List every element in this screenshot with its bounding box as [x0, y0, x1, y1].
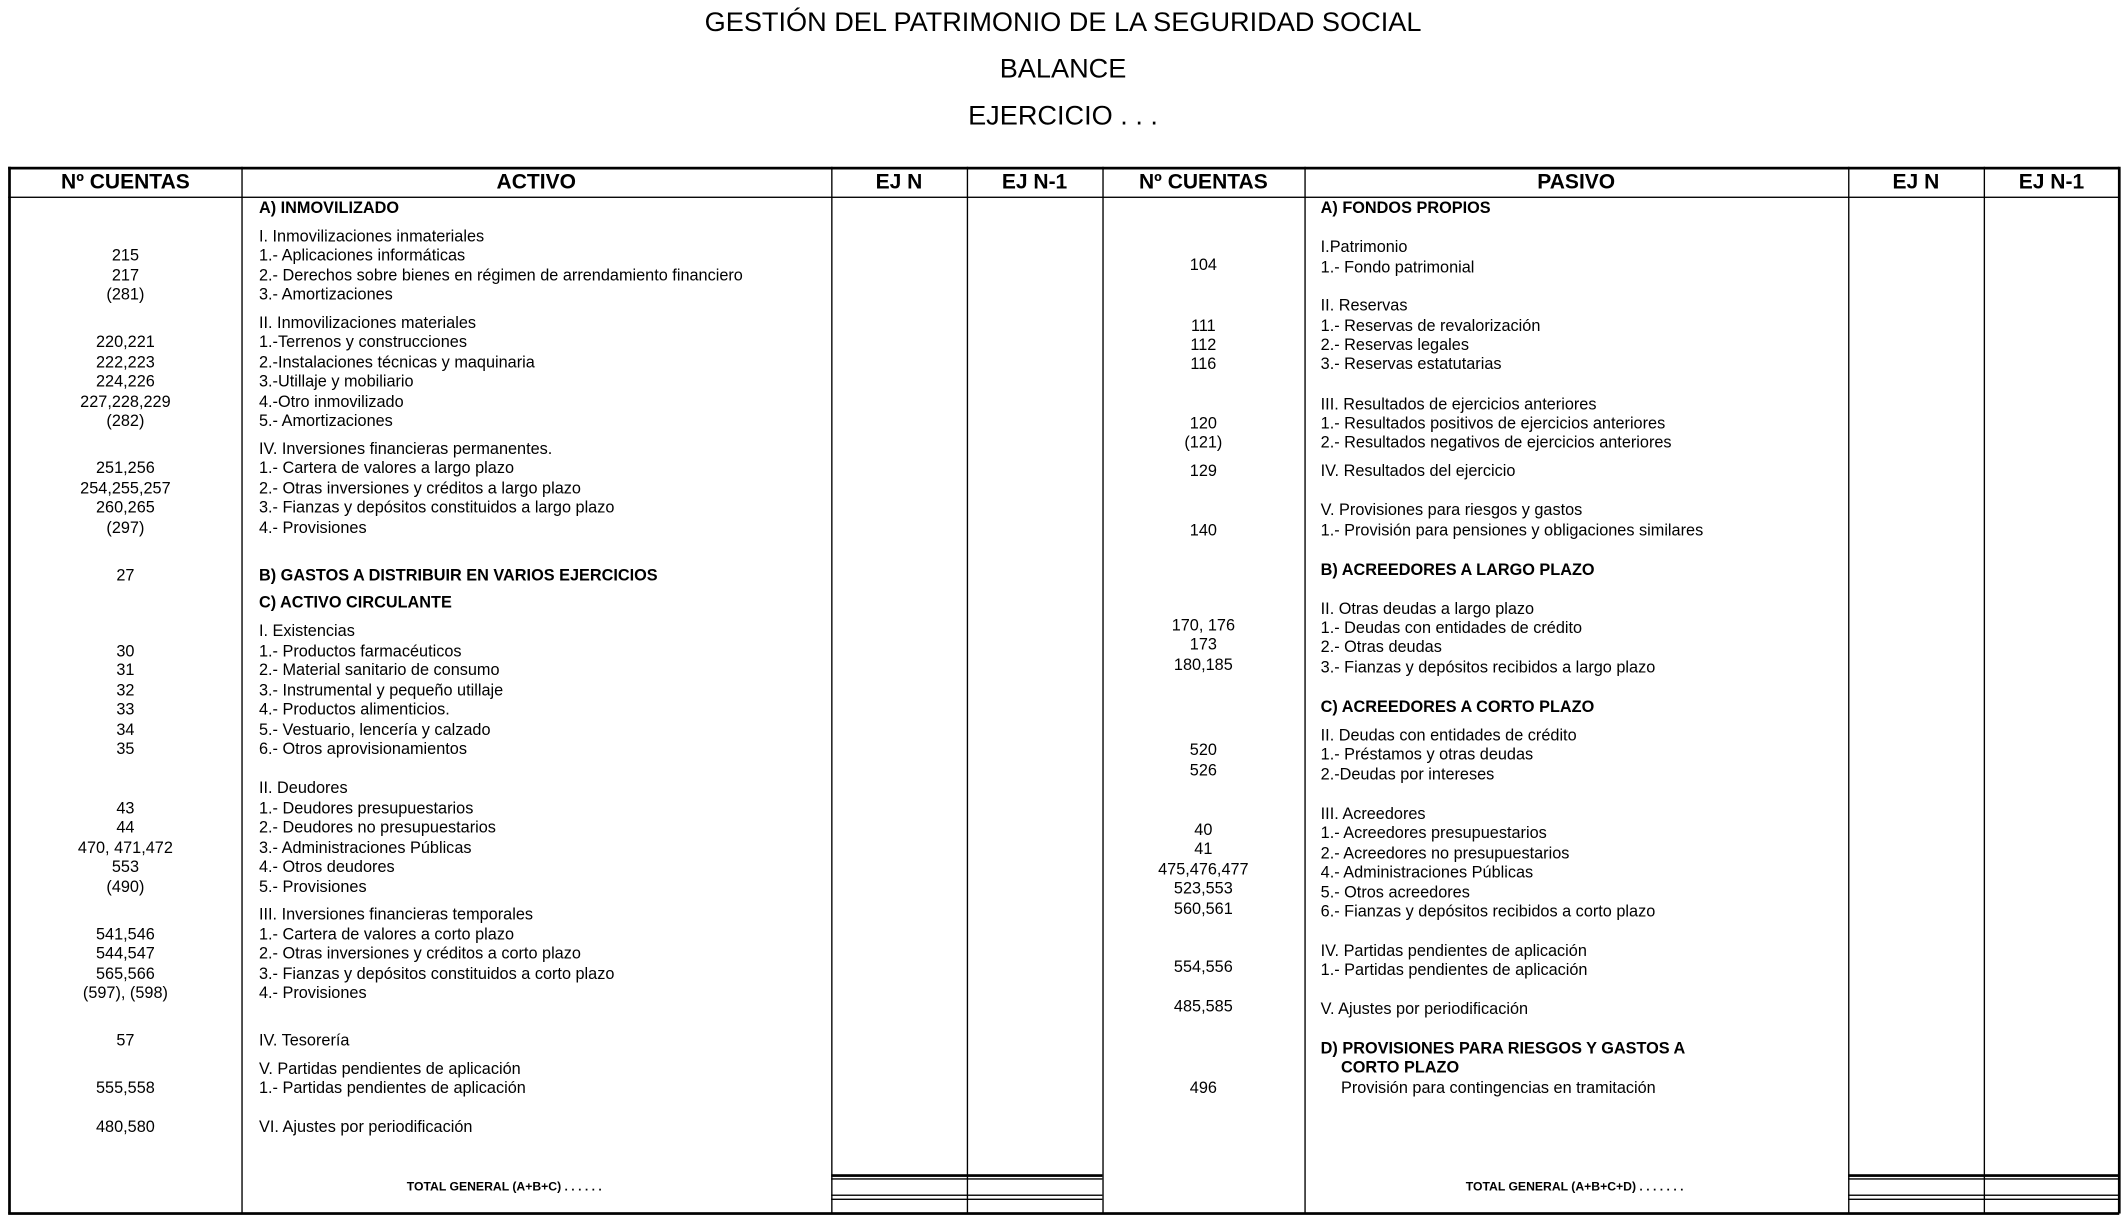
activo-account-number: 553 — [111, 856, 140, 876]
activo-line-label: 3.- Fianzas y depósitos constituidos a largo plazo — [258, 497, 615, 517]
activo-line-label: 2.- Otras inversiones y créditos a largo plazo — [258, 478, 581, 498]
table-rule — [241, 167, 242, 1214]
activo-account-number: 227,228,229 — [80, 391, 171, 411]
table-rule — [1848, 1199, 2119, 1200]
activo-line-label: 3.-Utillaje y mobiliario — [258, 371, 414, 391]
pasivo-line-label: I.Patrimonio — [1320, 237, 1408, 257]
pasivo-account-number: 173 — [1189, 634, 1217, 654]
table-rule — [2118, 167, 2121, 1214]
pasivo-account-number: 140 — [1189, 520, 1217, 540]
activo-line-label: I. Existencias — [258, 621, 355, 640]
pasivo-line-label: 2.- Otras deudas — [1320, 637, 1442, 657]
activo-line-label: 1.-Terrenos y construcciones — [258, 332, 467, 352]
pasivo-line-label: 1.- Acreedores presupuestarios — [1320, 823, 1547, 843]
pasivo-account-number: 475,476,477 — [1158, 859, 1249, 879]
pasivo-line-label: 2.- Resultados negativos de ejercicios anteriores — [1320, 432, 1672, 452]
table-rule — [831, 1174, 1102, 1177]
activo-line-label: V. Partidas pendientes de aplicación — [258, 1058, 521, 1078]
activo-line-label: II. Deudores — [258, 778, 348, 798]
document-title: GESTIÓN DEL PATRIMONIO DE LA SEGURIDAD SOCIAL — [704, 8, 1422, 38]
header-ejn-pasivo: EJ N — [1892, 170, 1940, 194]
total-activo-label: TOTAL GENERAL (A+B+C) . . . . . . — [406, 1179, 602, 1194]
header-ejn1-pasivo: EJ N-1 — [2018, 170, 2085, 194]
activo-account-number: (297) — [106, 517, 145, 537]
pasivo-line-label: 1.- Deudas con entidades de crédito — [1320, 618, 1583, 638]
activo-line-label: 5.- Vestuario, lencería y calzado — [258, 719, 491, 739]
table-rule — [8, 1212, 2119, 1215]
pasivo-line-label: II. Otras deudas a largo plazo — [1320, 599, 1535, 619]
activo-line-label: 3.- Fianzas y depósitos constituidos a corto plazo — [258, 964, 615, 984]
activo-account-number: 44 — [116, 817, 135, 837]
table-rule — [1304, 167, 1305, 1214]
pasivo-account-number: 120 — [1189, 413, 1217, 433]
pasivo-line-label: III. Acreedores — [1320, 804, 1426, 824]
pasivo-line-label: 4.- Administraciones Públicas — [1320, 862, 1534, 882]
activo-line-label: 1.- Cartera de valores a largo plazo — [258, 458, 515, 478]
header-ejn1-activo: EJ N-1 — [1001, 170, 1068, 194]
pasivo-account-number: 116 — [1190, 353, 1217, 373]
activo-line-label: 2.- Otras inversiones y créditos a corto plazo — [258, 943, 581, 963]
table-rule — [8, 167, 2119, 170]
table-rule — [1848, 1178, 2119, 1179]
pasivo-line-label: II. Reservas — [1320, 295, 1408, 315]
header-cuentas-pasivo: Nº CUENTAS — [1138, 170, 1268, 194]
activo-account-number: 31 — [116, 660, 135, 680]
pasivo-line-label: 1.- Partidas pendientes de aplicación — [1320, 959, 1588, 979]
pasivo-line-label: 6.- Fianzas y depósitos recibidos a corto plazo — [1320, 901, 1656, 921]
pasivo-account-number: 496 — [1189, 1077, 1217, 1097]
activo-account-number: 470, 471,472 — [77, 837, 173, 857]
activo-line-label: III. Inversiones financieras temporales — [258, 904, 534, 924]
activo-account-number: 541,546 — [95, 924, 155, 944]
pasivo-line-label: 2.- Reservas legales — [1320, 334, 1469, 354]
activo-line-label: 4.- Provisiones — [258, 983, 367, 1003]
pasivo-account-number: 170, 176 — [1171, 615, 1236, 635]
activo-line-label: 2.-Instalaciones técnicas y maquinaria — [258, 352, 535, 372]
pasivo-account-number: 129 — [1189, 461, 1217, 480]
pasivo-account-number: (121) — [1184, 432, 1223, 452]
activo-line-label: 2.- Material sanitario de consumo — [258, 660, 500, 680]
table-rule — [1848, 167, 1849, 1214]
activo-account-number: (281) — [106, 284, 145, 304]
activo-account-number: 254,255,257 — [80, 478, 171, 498]
activo-account-number: 34 — [116, 719, 135, 739]
pasivo-line-label: 1.- Préstamos y otras deudas — [1320, 744, 1534, 764]
pasivo-line-label: 1.- Fondo patrimonial — [1320, 257, 1475, 277]
activo-account-number: 224,226 — [95, 371, 155, 391]
pasivo-account-number: 526 — [1189, 760, 1217, 780]
pasivo-line-label: IV. Partidas pendientes de aplicación — [1320, 940, 1587, 960]
activo-line-label: C) ACTIVO CIRCULANTE — [258, 592, 452, 612]
activo-line-label: 3.- Administraciones Públicas — [258, 837, 472, 857]
pasivo-account-number: 112 — [1190, 334, 1217, 354]
pasivo-line-label: CORTO PLAZO — [1340, 1057, 1460, 1077]
total-pasivo-label: TOTAL GENERAL (A+B+C+D) . . . . . . . — [1465, 1179, 1684, 1194]
activo-line-label: II. Inmovilizaciones materiales — [258, 313, 477, 333]
pasivo-line-label: 5.- Otros acreedores — [1320, 882, 1470, 902]
table-rule — [1984, 167, 1985, 1214]
pasivo-line-label: D) PROVISIONES PARA RIESGOS Y GASTOS A — [1320, 1038, 1686, 1058]
activo-account-number: 555,558 — [95, 1077, 155, 1097]
header-activo: ACTIVO — [496, 170, 576, 194]
table-rule — [831, 1199, 1102, 1200]
pasivo-account-number: 104 — [1189, 254, 1217, 274]
activo-account-number: 220,221 — [95, 332, 155, 352]
activo-account-number: 260,265 — [95, 497, 155, 517]
activo-line-label: 3.- Amortizaciones — [258, 284, 393, 304]
pasivo-line-label: 3.- Fianzas y depósitos recibidos a largo plazo — [1320, 657, 1656, 677]
activo-line-label: 4.- Productos alimenticios. — [258, 699, 450, 719]
activo-line-label: IV. Inversiones financieras permanentes. — [258, 439, 553, 459]
activo-line-label: I. Inmovilizaciones inmateriales — [258, 226, 485, 246]
activo-account-number: 217 — [111, 265, 140, 285]
fiscal-year: EJERCICIO . . . — [968, 101, 1158, 132]
pasivo-account-number: 41 — [1194, 839, 1213, 859]
pasivo-line-label: III. Resultados de ejercicios anteriores — [1320, 394, 1597, 414]
pasivo-line-label: II. Deudas con entidades de crédito — [1320, 725, 1577, 745]
activo-account-number: (597), (598) — [82, 983, 168, 1003]
pasivo-account-number: 485,585 — [1173, 996, 1233, 1016]
pasivo-line-label: B) ACREEDORES A LARGO PLAZO — [1320, 559, 1595, 579]
pasivo-account-number: 520 — [1189, 740, 1217, 760]
activo-line-label: 3.- Instrumental y pequeño utillaje — [258, 680, 504, 700]
activo-line-label: 1.- Aplicaciones informáticas — [258, 245, 466, 265]
activo-line-label: 6.- Otros aprovisionamientos — [258, 738, 467, 758]
activo-account-number: 32 — [116, 680, 135, 700]
activo-account-number: (490) — [106, 877, 145, 897]
pasivo-line-label: 1.- Provisión para pensiones y obligaciones similares — [1320, 520, 1704, 540]
header-cuentas-activo: Nº CUENTAS — [61, 170, 190, 194]
table-rule — [831, 1195, 1102, 1196]
pasivo-account-number: 40 — [1194, 820, 1213, 840]
activo-line-label: VI. Ajustes por periodificación — [258, 1117, 473, 1137]
activo-line-label: 4.- Otros deudores — [258, 856, 395, 876]
pasivo-account-number: 180,185 — [1173, 654, 1233, 674]
pasivo-line-label: Provisión para contingencias en tramitación — [1340, 1077, 1656, 1097]
activo-line-label: B) GASTOS A DISTRIBUIR EN VARIOS EJERCICIOS — [258, 565, 658, 585]
activo-account-number: 565,566 — [95, 964, 155, 984]
table-rule — [967, 167, 968, 1214]
activo-line-label: IV. Tesorería — [258, 1030, 350, 1050]
activo-line-label: 4.-Otro inmovilizado — [258, 391, 404, 411]
activo-account-number: 57 — [116, 1030, 135, 1050]
activo-line-label: 5.- Provisiones — [258, 877, 367, 897]
activo-line-label: 2.- Deudores no presupuestarios — [258, 817, 496, 837]
activo-account-number: 215 — [111, 245, 140, 265]
activo-account-number: 43 — [116, 798, 135, 818]
pasivo-account-number: 554,556 — [1173, 957, 1233, 977]
activo-account-number: 27 — [116, 565, 135, 585]
pasivo-line-label: 1.- Resultados positivos de ejercicios anteriores — [1320, 413, 1666, 433]
activo-line-label: A) INMOVILIZADO — [258, 197, 400, 217]
activo-line-label: 5.- Amortizaciones — [258, 410, 393, 430]
activo-account-number: 544,547 — [95, 943, 155, 963]
pasivo-line-label: 1.- Reservas de revalorización — [1320, 315, 1541, 335]
pasivo-line-label: V. Provisiones para riesgos y gastos — [1320, 500, 1583, 520]
activo-account-number: (282) — [106, 410, 145, 430]
activo-line-label: 1.- Productos farmacéuticos — [258, 641, 462, 661]
activo-line-label: 2.- Derechos sobre bienes en régimen de arrendamiento financiero — [258, 265, 743, 285]
pasivo-line-label: 3.- Reservas estatutarias — [1320, 353, 1502, 373]
table-rule — [831, 1178, 1102, 1179]
pasivo-line-label: 2.-Deudas por intereses — [1320, 764, 1495, 784]
document-subtitle: BALANCE — [999, 54, 1127, 85]
activo-account-number: 35 — [116, 738, 135, 758]
pasivo-line-label: 2.- Acreedores no presupuestarios — [1320, 843, 1570, 863]
activo-account-number: 30 — [116, 641, 135, 661]
header-pasivo: PASIVO — [1537, 170, 1616, 194]
activo-account-number: 480,580 — [95, 1117, 155, 1137]
pasivo-line-label: A) FONDOS PROPIOS — [1320, 197, 1491, 217]
pasivo-account-number: 111 — [1190, 315, 1216, 335]
pasivo-account-number: 560,561 — [1173, 898, 1233, 918]
activo-account-number: 222,223 — [95, 352, 155, 372]
pasivo-account-number: 523,553 — [1173, 878, 1233, 898]
pasivo-line-label: IV. Resultados del ejercicio — [1320, 461, 1516, 480]
pasivo-line-label: C) ACREEDORES A CORTO PLAZO — [1320, 696, 1595, 716]
activo-line-label: 1.- Cartera de valores a corto plazo — [258, 924, 515, 944]
table-rule — [831, 167, 832, 1214]
activo-line-label: 1.- Partidas pendientes de aplicación — [258, 1077, 526, 1097]
activo-line-label: 4.- Provisiones — [258, 517, 367, 537]
activo-account-number: 251,256 — [95, 458, 155, 478]
activo-account-number: 33 — [116, 699, 135, 719]
pasivo-line-label: V. Ajustes por periodificación — [1320, 999, 1529, 1019]
table-rule — [1848, 1195, 2119, 1196]
table-rule — [1848, 1174, 2119, 1177]
header-ejn-activo: EJ N — [875, 170, 923, 194]
activo-line-label: 1.- Deudores presupuestarios — [258, 798, 474, 818]
